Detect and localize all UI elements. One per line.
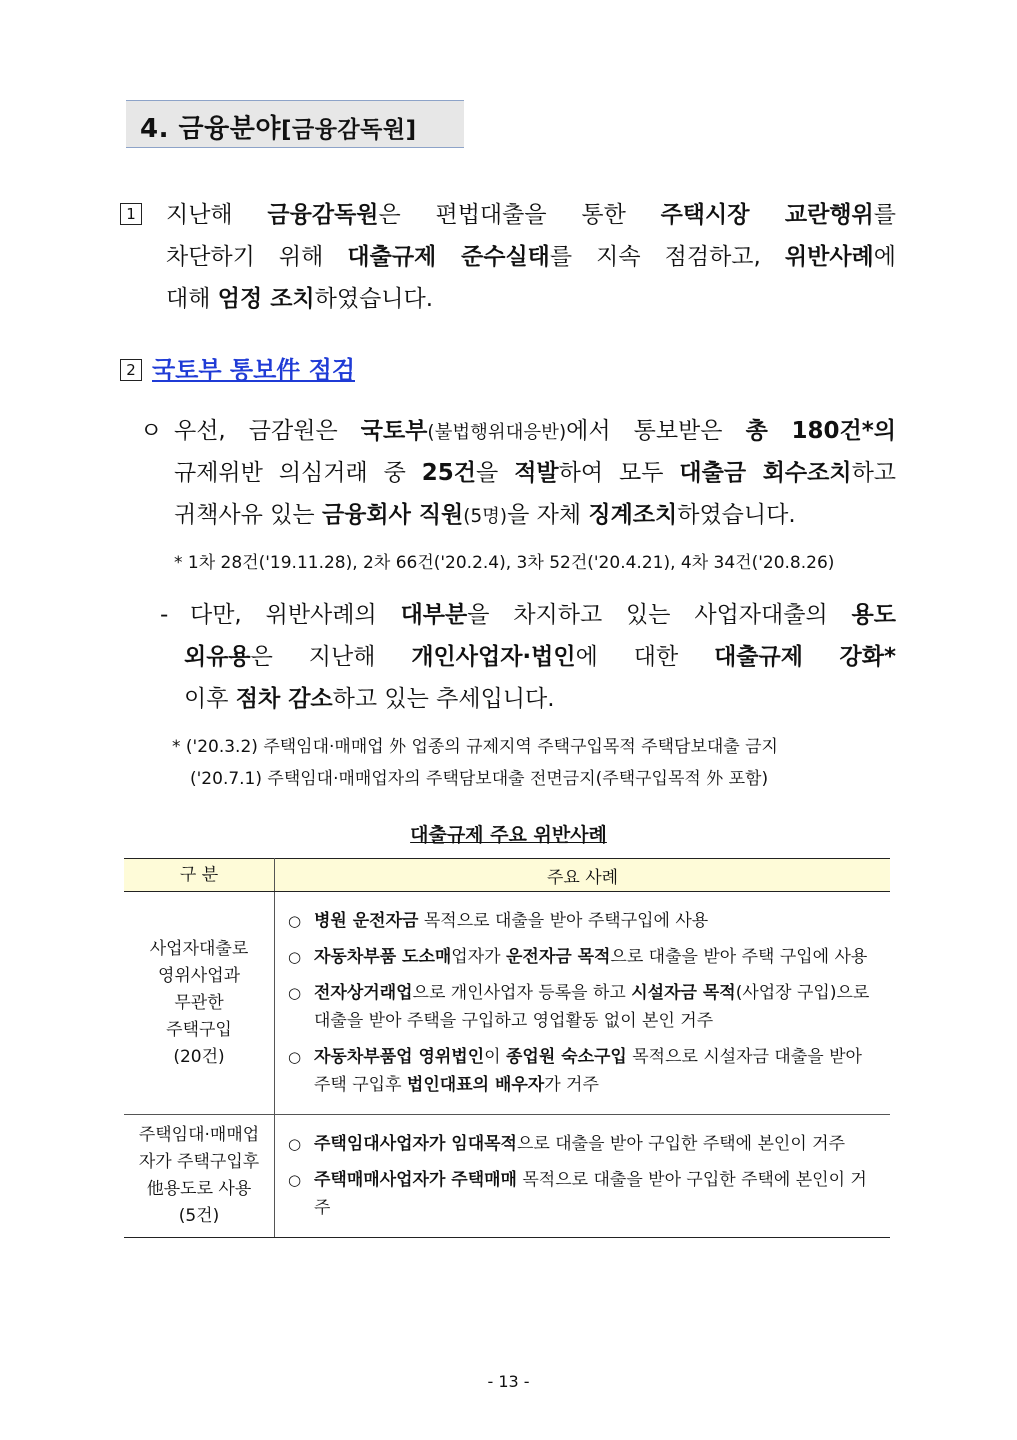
table-row <box>124 892 890 1115</box>
item1-line-1 <box>166 236 896 278</box>
circle-bullet-icon: ○ <box>288 948 302 966</box>
bold-text: 엄정 조치 <box>217 286 315 312</box>
text-segment: 업자가 <box>451 947 506 967</box>
circle-bullet-icon: ○ <box>288 1048 302 1066</box>
category-line: (20건) <box>173 1046 225 1067</box>
category-cell <box>124 1115 275 1238</box>
text-segment: 목적으로 대출을 받아 구입한 주택에 본인이 거주 <box>314 1170 867 1218</box>
item1-line-0 <box>166 194 896 236</box>
circle-bullet-icon: ○ <box>288 1171 302 1189</box>
bold-text: 병원 운전자금 <box>314 911 419 931</box>
table-row <box>124 1115 890 1238</box>
category-line: 사업자대출로 <box>149 938 249 959</box>
item1-marker <box>120 194 152 236</box>
bold-text: 대출금 회수조치 <box>679 460 852 486</box>
note-2-line-2: ('20.7.1) 주택임대·매매업자의 주택담보대출 전면금지(주택구입목적 外 포함) <box>190 769 769 789</box>
bold-text: 시설자금 목적 <box>631 983 736 1003</box>
circle-bullet-icon: ○ <box>288 912 302 930</box>
text-segment: 에 <box>873 244 896 270</box>
bold-text: 점차 감소 <box>235 686 333 712</box>
circle-bullet-icon: ○ <box>288 984 302 1002</box>
case-item <box>288 1130 881 1158</box>
page-number: - 13 - <box>487 1372 530 1391</box>
small-text: (5명) <box>463 506 508 527</box>
case-item <box>288 979 881 1035</box>
text-segment: 귀책사유 있는 <box>174 502 322 528</box>
bold-text: 외유용 <box>184 644 251 670</box>
text-segment: 은 편법대출을 통한 <box>378 202 661 228</box>
bold-text: 전자상거래업 <box>314 983 413 1003</box>
text-segment: 하여 모두 <box>558 460 680 486</box>
bullet1-marker: ㅇ <box>140 418 163 444</box>
bold-text: 금융감독원 <box>267 202 379 228</box>
table-header-category: 구 분 <box>124 859 275 892</box>
cases-cell <box>275 892 891 1115</box>
bold-text: 금융회사 직원 <box>321 502 464 528</box>
item2-number-box: 2 <box>120 359 142 381</box>
text-segment: 지난해 <box>166 202 268 228</box>
text-segment: 에서 통보받은 <box>566 418 746 444</box>
section-title-sub: [금융감독원] <box>280 117 417 143</box>
text-segment: 을 차지하고 있는 사업자대출의 <box>467 602 852 628</box>
item2-title-link[interactable]: 국토부 통보件 점검 <box>152 356 355 384</box>
text-segment: 하였습니다. <box>314 286 434 312</box>
item1-line-2 <box>166 278 433 320</box>
dash1-line-1 <box>184 636 896 678</box>
category-line: 주택구입 <box>166 1019 232 1040</box>
case-item <box>288 1043 881 1099</box>
text-segment: 를 <box>873 202 896 228</box>
text-segment: 으로 대출을 받아 구입한 주택에 본인이 거주 <box>516 1134 846 1154</box>
text-segment: 차단하기 위해 <box>166 244 348 270</box>
bullet1-line-1 <box>174 452 896 494</box>
bold-text: 주택매매사업자가 주택매매 <box>314 1170 517 1190</box>
category-line: 주택임대·매매업 <box>138 1125 260 1145</box>
section-title-main: 4. 금융분야 <box>140 114 281 144</box>
text-segment: 목적으로 시설자금 대출을 받아 주택 구입후 <box>314 1047 862 1095</box>
text-segment: 다만, 위반사례의 <box>190 602 401 628</box>
text-segment: 에 대한 <box>575 644 715 670</box>
bold-text: 대출규제 강화* <box>714 644 897 670</box>
category-line: 他용도로 사용 <box>146 1179 252 1199</box>
dash1-marker: - <box>160 602 169 628</box>
bold-text: 개인사업자·법인 <box>411 644 576 670</box>
section-title <box>140 108 417 145</box>
note-1: * 1차 28건('19.11.28), 2차 66건('20.2.4), 3차 52건('20.4.21), 4차 34건('20.8.26) <box>174 553 835 573</box>
text-segment: 목적으로 대출을 받아 주택구입에 사용 <box>418 911 709 931</box>
text-segment: 을 자체 <box>507 502 589 528</box>
violation-table <box>124 858 890 1238</box>
bold-text: 용도 <box>851 602 896 628</box>
category-cell <box>124 892 275 1115</box>
bold-text: 주택임대사업자가 임대목적 <box>314 1134 517 1154</box>
item1-number-box: 1 <box>120 203 142 225</box>
bold-text: 25건 <box>421 460 477 486</box>
text-segment: 으로 대출을 받아 주택 구입에 사용 <box>610 947 868 967</box>
text-segment: 하였습니다. <box>677 502 796 528</box>
bullet1-line-0 <box>174 410 896 454</box>
category-line: 무관한 <box>174 992 224 1013</box>
item2-heading <box>120 350 355 385</box>
note-2-line-1: * ('20.3.2) 주택임대·매매업 外 업종의 규제지역 주택구입목적 주택담보대출 금지 <box>172 737 778 757</box>
category-line: (5건) <box>178 1206 220 1226</box>
cases-cell <box>275 1115 891 1238</box>
text-segment: 은 지난해 <box>250 644 412 670</box>
text-segment: 를 지속 점검하고, <box>549 244 785 270</box>
text-segment: 우선, 금감원은 <box>174 418 361 444</box>
small-text: (불법행위대응반) <box>427 422 567 443</box>
bold-text: 총 180건*의 <box>745 418 897 444</box>
circle-bullet-icon: ○ <box>288 1135 302 1153</box>
bold-text: 위반사례 <box>784 244 874 270</box>
case-item <box>288 943 881 971</box>
bold-text: 주택시장 교란행위 <box>660 202 874 228</box>
category-line: 자가 주택구입후 <box>138 1152 260 1172</box>
dash1-line-2 <box>184 678 555 720</box>
text-segment: 대해 <box>166 286 218 312</box>
bold-text: 국토부 <box>360 418 428 444</box>
category-line: 영위사업과 <box>157 965 241 986</box>
bold-text: 운전자금 목적 <box>505 947 611 967</box>
bold-text: 대부분 <box>400 602 468 628</box>
table-title: 대출규제 주요 위반사례 <box>410 824 607 846</box>
text-segment: 으로 개인사업자 등록을 하고 <box>412 983 632 1003</box>
case-item <box>288 1166 881 1222</box>
text-segment: 을 <box>476 460 515 486</box>
text-segment: 가 거주 <box>544 1075 599 1095</box>
bold-text: 대출규제 준수실태 <box>347 244 550 270</box>
text-segment: 하고 <box>851 460 897 486</box>
bold-text: 자동차부품업 영위법인 <box>314 1047 485 1067</box>
dash1-line-0 <box>190 594 896 636</box>
text-segment: 이 <box>484 1047 506 1067</box>
bold-text: 자동차부품 도소매 <box>314 947 452 967</box>
bold-text: 법인대표의 배우자 <box>406 1075 545 1095</box>
text-segment: 하고 있는 추세입니다. <box>332 686 555 712</box>
text-segment: (사업장 구입)으로 대출을 받아 주택을 구입하고 영업활동 없이 본인 거주 <box>314 983 870 1031</box>
bullet1-line-2 <box>174 494 796 538</box>
table-header-cases: 주요 사례 <box>275 859 891 892</box>
case-item <box>288 907 881 935</box>
text-segment: 규제위반 의심거래 중 <box>174 460 422 486</box>
bold-text: 징계조치 <box>588 502 678 528</box>
table-header-row <box>124 859 890 892</box>
bold-text: 적발 <box>514 460 559 486</box>
bold-text: 종업원 숙소구입 <box>505 1047 627 1067</box>
text-segment: 이후 <box>184 686 236 712</box>
